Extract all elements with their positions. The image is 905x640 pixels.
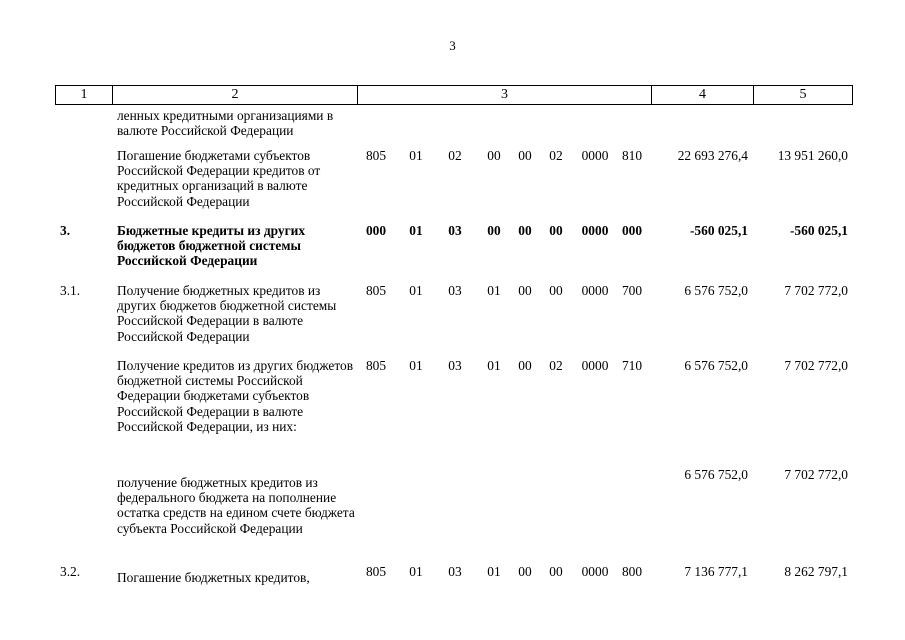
code-element: 02 [549, 358, 563, 373]
code-article: 00 [487, 148, 501, 163]
row-number: 3. [60, 223, 71, 238]
row-name: Получение кредитов из других бюджетов бюджетной системы Российской Федерации бюджетами субъектов Российской Федерации в валюте Российской Федерации, из них: [117, 358, 354, 434]
code-kosgu: 000 [621, 223, 643, 238]
row-number: 3.2. [60, 564, 81, 579]
code-kosgu: 810 [621, 148, 643, 163]
row-name: Бюджетные кредиты из других бюджетов бюджетной системы Российской Федерации [117, 223, 306, 269]
value-col-4: 7 136 777,1 [684, 564, 748, 579]
value-col-4: 6 576 752,0 [684, 358, 748, 373]
code-group: 01 [409, 283, 423, 298]
code-program: 0000 [581, 358, 609, 373]
code-element: 02 [549, 148, 563, 163]
code-group: 01 [409, 223, 423, 238]
value-col-5: 8 262 797,1 [784, 564, 848, 579]
code-program: 0000 [581, 223, 609, 238]
code-subarticle: 00 [518, 564, 532, 579]
code-program: 0000 [581, 564, 609, 579]
value-col-5: -560 025,1 [789, 223, 848, 238]
code-subarticle: 00 [518, 358, 532, 373]
value-col-4: 6 576 752,0 [684, 283, 748, 298]
code-kosgu: 700 [621, 283, 643, 298]
header-col-1: 1 [56, 86, 113, 104]
value-col-5: 13 951 260,0 [777, 148, 848, 163]
code-admin: 805 [365, 283, 387, 298]
code-program: 0000 [581, 148, 609, 163]
code-element: 00 [549, 223, 563, 238]
page-number: 3 [449, 38, 456, 53]
code-article: 00 [487, 223, 501, 238]
code-admin: 000 [365, 223, 387, 238]
header-col-5: 5 [799, 87, 807, 102]
value-col-4: -560 025,1 [689, 223, 748, 238]
code-article: 01 [487, 358, 501, 373]
code-article: 01 [487, 564, 501, 579]
value-col-4: 22 693 276,4 [677, 148, 748, 163]
code-element: 00 [549, 564, 563, 579]
code-subarticle: 00 [518, 148, 532, 163]
code-kosgu: 800 [621, 564, 643, 579]
value-col-5: 7 702 772,0 [784, 467, 848, 482]
row-name: Погашение бюджетных кредитов, [117, 570, 310, 585]
code-subarticle: 00 [518, 223, 532, 238]
row-name: Погашение бюджетами субъектов Российской Федерации кредитов от кредитных организаций в валюте Российской Федерации [117, 148, 321, 209]
value-col-4: 6 576 752,0 [684, 467, 748, 482]
code-subgroup: 03 [448, 358, 462, 373]
code-admin: 805 [365, 564, 387, 579]
row-name: ленных кредитными организациями в валюте Российской Федерации [117, 108, 334, 139]
row-name: получение бюджетных кредитов из федерального бюджета на пополнение остатка средств на едином счете бюджета субъекта Российской Федерации [117, 475, 355, 536]
code-subarticle: 00 [518, 283, 532, 298]
code-subgroup: 02 [448, 148, 462, 163]
code-admin: 805 [365, 148, 387, 163]
value-col-5: 7 702 772,0 [784, 358, 848, 373]
code-program: 0000 [581, 283, 609, 298]
code-group: 01 [409, 148, 423, 163]
code-article: 01 [487, 283, 501, 298]
code-kosgu: 710 [621, 358, 643, 373]
row-name: Получение бюджетных кредитов из других бюджетов бюджетной системы Российской Федерации в валюте Российской Федерации [117, 283, 337, 344]
header-col-3: 3 [358, 86, 652, 104]
code-group: 01 [409, 564, 423, 579]
value-col-5: 7 702 772,0 [784, 283, 848, 298]
row-number: 3.1. [60, 283, 81, 298]
code-subgroup: 03 [448, 223, 462, 238]
code-subgroup: 03 [448, 564, 462, 579]
code-group: 01 [409, 358, 423, 373]
header-col-4: 4 [652, 86, 754, 104]
table-header [55, 85, 853, 105]
code-admin: 805 [365, 358, 387, 373]
header-col-2: 2 [113, 86, 358, 104]
code-element: 00 [549, 283, 563, 298]
code-subgroup: 03 [448, 283, 462, 298]
